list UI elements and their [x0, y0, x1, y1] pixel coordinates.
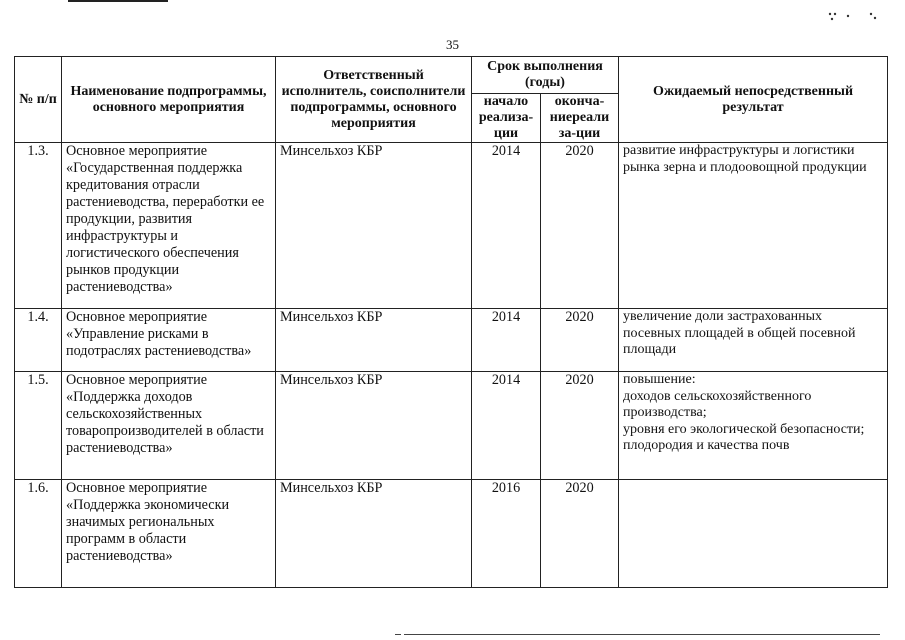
start-year: 2014: [472, 143, 541, 309]
header-name: Наименование подпрограммы, основного мероприятия: [62, 57, 276, 143]
end-year: 2020: [541, 309, 619, 372]
expected-result: [619, 480, 888, 588]
table-row: [15, 480, 888, 588]
table-row: [15, 309, 888, 372]
measure-name: Основное мероприятие «Управление рисками в подотраслях растениеводства»: [62, 309, 276, 372]
result-line: уровня его экологической безопасности;: [623, 421, 865, 437]
header-result: Ожидаемый непосредственный результат: [619, 57, 888, 143]
end-year: 2020: [541, 143, 619, 309]
start-year: 2016: [472, 480, 541, 588]
executor: Минсельхоз КБР: [276, 309, 472, 372]
header-end: оконча-ниереали за-ции: [541, 94, 619, 143]
start-year: 2014: [472, 309, 541, 372]
row-number: 1.4.: [15, 309, 62, 372]
measure-name: Основное мероприятие «Государственная поддержка кредитования отрасли растениеводства, переработки ее продукции, развития инфраструктуры и логистического обеспечения рынков продукции растениеводства»: [62, 143, 276, 309]
result-line: повышение:: [623, 372, 696, 387]
executor: Минсельхоз КБР: [276, 143, 472, 309]
page-number: 35: [446, 37, 459, 52]
expected-result: [619, 143, 888, 309]
result-line: увеличение доли застрахованных посевных площадей в общей посевной площади: [623, 309, 856, 357]
measure-name: Основное мероприятие «Поддержка доходов сельскохозяйственных товаропроизводителей в области растениеводства»: [62, 372, 276, 480]
executor: Минсельхоз КБР: [276, 372, 472, 480]
row-number: 1.6.: [15, 480, 62, 588]
end-year: 2020: [541, 372, 619, 480]
start-year: 2014: [472, 372, 541, 480]
result-line: плодородия и качества почв: [623, 438, 790, 453]
footer-rule: [404, 634, 880, 635]
scan-artifact-line: [68, 0, 168, 2]
scan-artifact-dots: [826, 10, 886, 26]
header-num: № п/п: [15, 57, 62, 143]
result-line: доходов сельскохозяйственного производства;: [623, 388, 812, 420]
table-header: [15, 57, 888, 143]
program-table: [14, 56, 888, 588]
table-row: [15, 143, 888, 309]
header-start: начало реализа-ции: [472, 94, 541, 143]
footer-dash: [395, 634, 401, 635]
expected-result: [619, 309, 888, 372]
measure-name: Основное мероприятие «Поддержка экономически значимых региональных программ в области растениеводства»: [62, 480, 276, 588]
row-number: 1.3.: [15, 143, 62, 309]
row-number: 1.5.: [15, 372, 62, 480]
table-row: [15, 372, 888, 480]
executor: Минсельхоз КБР: [276, 480, 472, 588]
expected-result: [619, 372, 888, 480]
header-executor: Ответственный исполнитель, соисполнители подпрограммы, основного мероприятия: [276, 57, 472, 143]
result-line: развитие инфраструктуры и логистики рынка зерна и плодоовощной продукции: [623, 143, 867, 175]
end-year: 2020: [541, 480, 619, 588]
header-term: Срок выполнения (годы): [472, 57, 619, 94]
